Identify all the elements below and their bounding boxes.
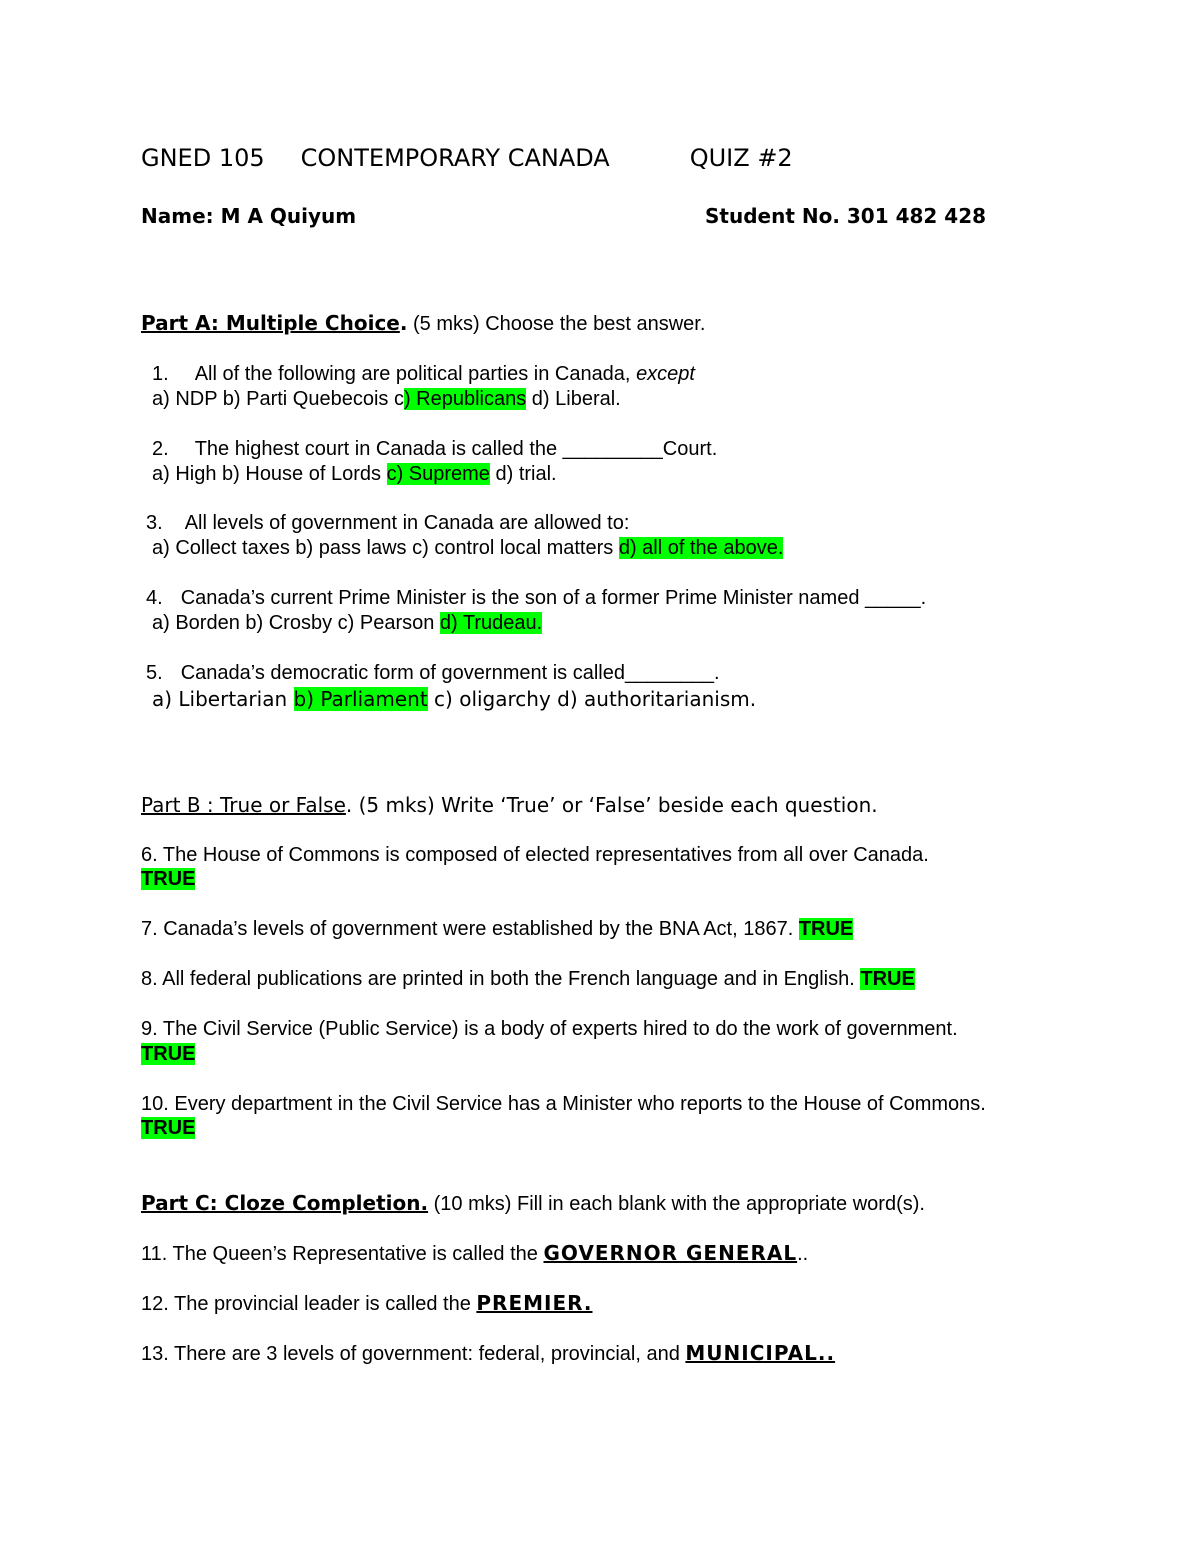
course-code: GNED 105 xyxy=(141,144,265,172)
question-9-answer xyxy=(141,1041,195,1067)
question-text: Canada’s current Prime Minister is the son of a former Prime Minister named _____. xyxy=(180,587,927,609)
answer-fill: MUNICIPAL.. xyxy=(685,1341,836,1365)
question-2-options xyxy=(152,461,557,487)
quiz-title-row xyxy=(141,143,793,173)
question-13 xyxy=(141,1340,835,1367)
question-1 xyxy=(152,361,695,387)
part-a-title: Part A: Multiple Choice xyxy=(141,311,400,335)
question-8 xyxy=(141,966,915,992)
question-10: 10. Every department in the Civil Service has a Minister who reports to the House of Commons. xyxy=(141,1093,986,1115)
question-text: The highest court in Canada is called the _________Court. xyxy=(194,438,718,460)
question-2 xyxy=(152,436,717,462)
part-a-heading xyxy=(141,310,705,337)
course-title: CONTEMPORARY CANADA xyxy=(300,144,610,172)
answer-highlight: TRUE xyxy=(141,868,196,890)
part-c-instructions: (10 mks) Fill in each blank with the appropriate word(s). xyxy=(428,1193,925,1215)
question-4-options xyxy=(152,610,542,636)
question-10-answer xyxy=(141,1115,195,1141)
options-rest: d) Liberal. xyxy=(526,388,621,410)
question-text: Canada’s democratic form of government is called________. xyxy=(180,662,720,684)
question-text: 8. All federal publications are printed in both the French language and in English. xyxy=(141,968,861,990)
question-text: All of the following are political parties in Canada, xyxy=(194,363,631,385)
question-number: 3. xyxy=(146,512,163,534)
options-text: a) Libertarian xyxy=(152,687,294,711)
answer-fill: GOVERNOR GENERAL xyxy=(543,1241,798,1265)
answer-highlight: d) Trudeau. xyxy=(439,612,543,634)
part-b-title: Part B : True or False xyxy=(141,793,346,817)
question-text: 13. There are 3 levels of government: federal, provincial, and xyxy=(141,1343,686,1365)
question-number: 5. xyxy=(146,662,163,684)
part-a-period: . xyxy=(399,311,408,335)
question-5 xyxy=(146,660,720,686)
question-number: 4. xyxy=(146,587,163,609)
options-text: a) Borden b) Crosby c) Pearson xyxy=(152,612,440,634)
answer-fill: PREMIER. xyxy=(476,1291,593,1315)
answer-highlight: TRUE xyxy=(141,1117,196,1139)
question-7 xyxy=(141,916,853,942)
answer-highlight: TRUE xyxy=(798,918,854,940)
part-a-instructions: (5 mks) Choose the best answer. xyxy=(407,313,706,335)
student-number: Student No. 301 482 428 xyxy=(705,204,987,228)
options-text: a) High b) House of Lords xyxy=(152,463,387,485)
answer-highlight: b) Parliament xyxy=(293,687,428,711)
answer-highlight: c) Supreme xyxy=(386,463,490,485)
question-number: 2. xyxy=(152,438,169,460)
part-b-heading xyxy=(141,792,878,818)
question-number: 1. xyxy=(152,363,169,385)
student-name: Name: M A Quiyum xyxy=(141,204,357,228)
question-3 xyxy=(146,510,629,536)
question-11 xyxy=(141,1240,808,1267)
question-6: 6. The House of Commons is composed of elected representatives from all over Canada. xyxy=(141,844,929,866)
answer-highlight: d) all of the above. xyxy=(618,537,784,559)
options-rest: c) oligarchy d) authoritarianism. xyxy=(427,687,757,711)
question-text: All levels of government in Canada are allowed to: xyxy=(184,512,630,534)
options-rest: d) trial. xyxy=(489,463,557,485)
question-text: 11. The Queen’s Representative is called the xyxy=(141,1243,544,1265)
question-5-options xyxy=(152,686,756,712)
part-c-title: Part C: Cloze Completion. xyxy=(141,1191,429,1215)
question-1-options xyxy=(152,386,621,412)
options-text: a) Collect taxes b) pass laws c) control local matters xyxy=(152,537,619,559)
part-c-heading xyxy=(141,1190,925,1217)
question-text: 12. The provincial leader is called the xyxy=(141,1293,477,1315)
question-9: 9. The Civil Service (Public Service) is a body of experts hired to do the work of government. xyxy=(141,1018,958,1040)
quiz-number: QUIZ #2 xyxy=(689,144,793,172)
question-3-options xyxy=(152,535,783,561)
question-12 xyxy=(141,1290,593,1317)
answer-highlight: ) Republicans xyxy=(403,388,527,410)
question-6-answer xyxy=(141,866,195,892)
options-text: a) NDP b) Parti Quebecois c xyxy=(152,388,404,410)
answer-highlight: TRUE xyxy=(141,1043,196,1065)
question-text: 7. Canada’s levels of government were established by the BNA Act, 1867. xyxy=(141,918,799,940)
question-emphasis: except xyxy=(636,363,695,385)
answer-suffix: .. xyxy=(797,1243,809,1265)
part-b-period: . xyxy=(345,793,353,817)
question-4 xyxy=(146,585,926,611)
part-b-instructions: (5 mks) Write ‘True’ or ‘False’ beside each question. xyxy=(352,793,878,817)
answer-highlight: TRUE xyxy=(860,968,915,990)
